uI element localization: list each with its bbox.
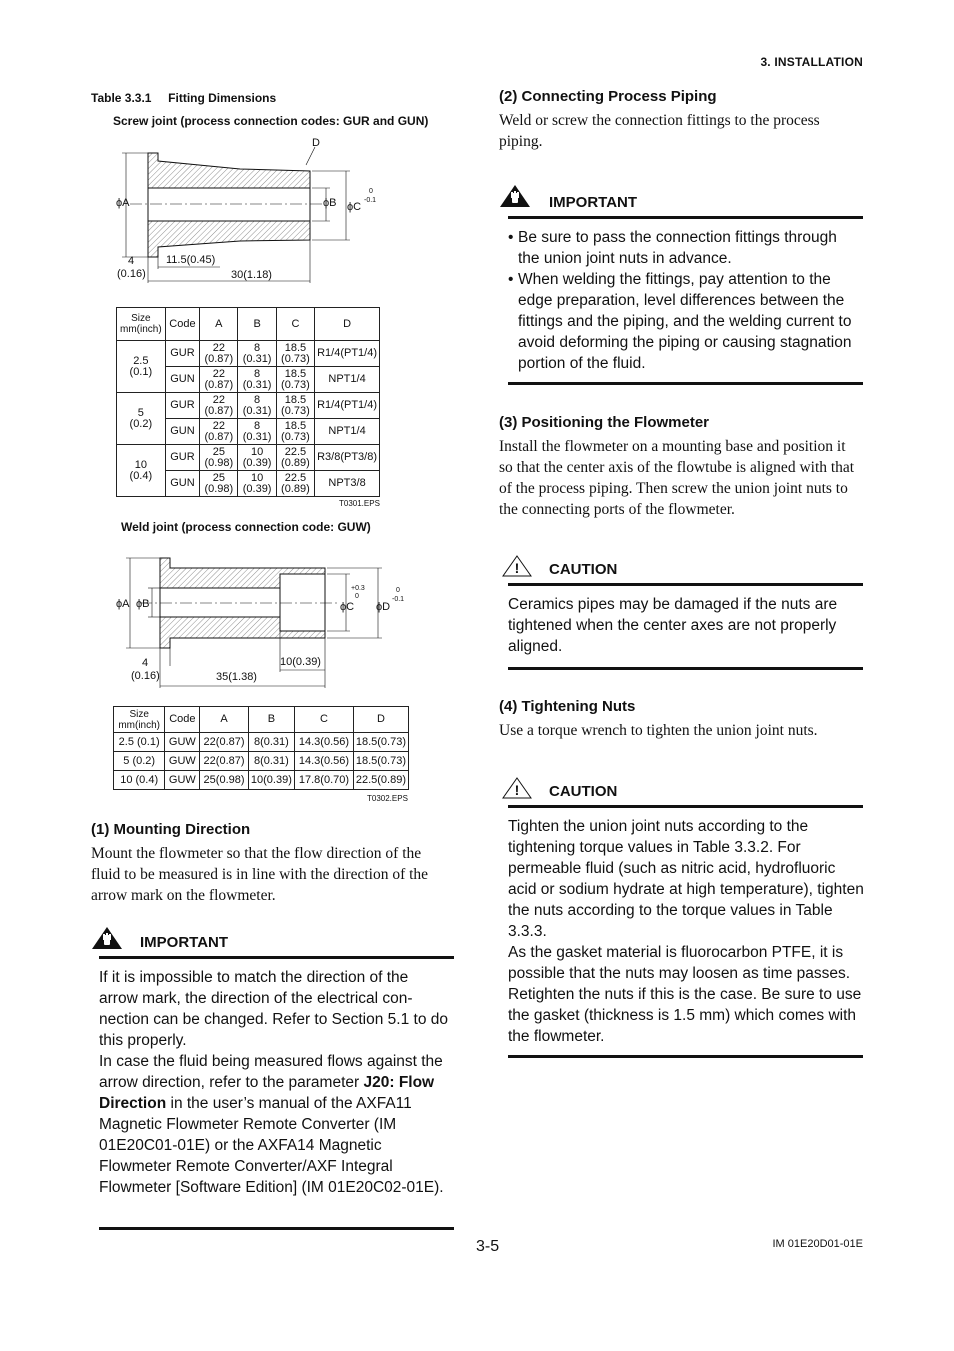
divider — [508, 216, 863, 219]
dim-phiB-label: ϕB — [323, 197, 337, 209]
dim-30-label: 30(1.18) — [231, 269, 272, 281]
weld-header-a: A — [200, 707, 248, 733]
weld-joint-table — [113, 706, 409, 790]
screw-table-file: T0301.EPS — [339, 499, 380, 508]
divider — [508, 805, 863, 808]
list-item: • Be sure to pass the connection fittings through the union joint nuts in advance. — [508, 227, 862, 269]
weld-tol-c-top: +0.3 — [351, 585, 365, 592]
weld-caption: Weld joint (process connection code: GUW) — [121, 520, 371, 534]
col-header-c: C — [276, 308, 314, 341]
weld-dim-4: 4 — [142, 657, 149, 669]
weld-tol-d-top: 0 — [396, 587, 400, 594]
weld-tol-c-bot: 0 — [355, 593, 359, 600]
svg-text:!: ! — [514, 560, 520, 576]
tol-c-bot: -0.1 — [364, 197, 377, 204]
section-1-body: Mount the flowmeter so that the flow direction of the fluid to be measured is in line with the direction of the arrow mark on the flowmeter. — [91, 845, 429, 904]
divider — [99, 1227, 454, 1230]
screw-joint-drawing — [110, 133, 410, 288]
weld-dim-4in: (0.16) — [131, 670, 160, 682]
important-label-1: IMPORTANT — [140, 934, 229, 951]
weld-header-c: C — [295, 707, 354, 733]
col-header-a: A — [200, 308, 238, 341]
divider — [508, 382, 863, 385]
caution-label-2: CAUTION — [549, 783, 618, 800]
weld-dim-phiC: ϕC — [340, 601, 355, 613]
weld-dim-phiD: ϕD — [376, 601, 391, 613]
dim-phiC-label: ϕC — [347, 201, 362, 213]
section-2-title: (2) Connecting Process Piping — [499, 88, 717, 105]
weld-dim-phiA: ϕA — [116, 598, 130, 610]
weld-table-file: T0302.EPS — [367, 794, 408, 803]
section-1-title: (1) Mounting Direction — [91, 821, 251, 838]
section-header: 3. INSTALLATION — [760, 55, 863, 69]
table-row: 5 (0.2) GUR 22 (0.87) 8 (0.31) 18.5 (0.73) R1/4(PT1/4) — [117, 393, 380, 419]
page-number: 3-5 — [476, 1238, 500, 1255]
dim-phiA-label: ϕA — [116, 197, 130, 209]
section-4-body: Use a torque wrench to tighten the union joint nuts. — [499, 722, 818, 739]
section-3-body: Install the flowmeter on a mounting base and position it so that the center axis of the flowtube is aligned with that of the process piping. Then screw the union joint nuts to the connecting ports of the flowmeter. — [499, 438, 855, 518]
table-row: 10 (0.4) GUW 25(0.98) 10(0.39) 17.8(0.70) 22.5(0.89) — [114, 771, 409, 790]
important-label-2: IMPORTANT — [549, 194, 638, 211]
weld-tol-d-bot: -0.1 — [392, 596, 405, 603]
caution-box-1: Ceramics pipes may be damaged if the nuts are tightened when the center axes are not properly aligned. — [508, 596, 838, 655]
important-box-1: If it is impossible to match the direction of the arrow mark, the direction of the electrical con-nection can be changed. Refer to Section 5.1 to do this properly. In case the fluid being measured flows against the arrow direction, refer to the parameter J20: Flow Direction in the user’s manual of the AXFA11 Magnetic Flowmeter Remote Converter (IM 01E20C01-01E) or the AXFA14 Magnetic Flowmeter Remote Converter/AXF Integral Flowmeter [Software Edition] (IM 01E20C02-01E). — [99, 969, 448, 1196]
divider — [99, 956, 454, 959]
screw-caption: Screw joint (process connection codes: GUR and GUN) — [113, 114, 429, 128]
caution-box-2: Tighten the union joint nuts according to the tightening torque values in Table 3.3.2. For permeable fluid (such as nitric acid, hydrofluoric acid or sodium hydrate at high temperature), tighten the nuts according to the torque values in Table 3.3.3. As the gasket material is fluorocarbon PTFE, it is possible that the nuts may loosen as time passes. Retighten the nuts if this is the case. Be sure to use the gasket (thickness is 1.5 mm) which comes with the flowmeter. — [508, 818, 864, 1045]
section-4-title: (4) Tightening Nuts — [499, 698, 636, 715]
dim-11-5-label: 11.5(0.45) — [166, 254, 216, 266]
caution-label-1: CAUTION — [549, 561, 618, 578]
table-title: Table 3.3.1 Fitting Dimensions — [91, 91, 277, 105]
table-row: 5 (0.2) GUW 22(0.87) 8(0.31) 14.3(0.56) 18.5(0.73) — [114, 752, 409, 771]
weld-dim-10: 10(0.39) — [280, 656, 321, 668]
weld-dim-phiB: ϕB — [136, 598, 150, 610]
list-item: • When welding the fittings, pay attention to the edge preparation, level differences between the fittings and the piping, and the welding current to avoid deforming the piping or causing stagnation portion of the fluid. — [508, 269, 862, 374]
table-row: GUN 25 (0.98) 10 (0.39) 22.5 (0.89) NPT3/8 — [117, 471, 380, 497]
svg-text:!: ! — [514, 782, 520, 798]
divider — [508, 1055, 863, 1058]
important-hand-icon — [91, 926, 123, 950]
divider — [508, 667, 863, 670]
important-hand-icon — [499, 184, 531, 208]
weld-header-d: D — [353, 707, 408, 733]
col-header-b: B — [238, 308, 276, 341]
col-header-d: D — [315, 308, 380, 341]
dim-4-label: 4 — [128, 255, 135, 267]
col-header-code: Code — [165, 308, 200, 341]
table-row: 2.5 (0.1) GUW 22(0.87) 8(0.31) 14.3(0.56) 18.5(0.73) — [114, 733, 409, 752]
table-row: GUN 22 (0.87) 8 (0.31) 18.5 (0.73) NPT1/4 — [117, 419, 380, 445]
weld-header-b: B — [248, 707, 294, 733]
caution-icon — [502, 555, 532, 577]
dim-4in-label: (0.16) — [117, 268, 146, 280]
dim-D-label: D — [312, 137, 320, 149]
doc-number: IM 01E20D01-01E — [772, 1238, 863, 1250]
screw-joint-table — [116, 307, 380, 497]
col-header-size: Size mm(inch) — [117, 308, 166, 341]
caution-icon — [502, 777, 532, 799]
divider — [508, 583, 863, 586]
section-2-body: Weld or screw the connection fittings to the process piping. — [499, 112, 820, 150]
weld-header-code: Code — [165, 707, 200, 733]
table-row: GUN 22 (0.87) 8 (0.31) 18.5 (0.73) NPT1/4 — [117, 367, 380, 393]
weld-dim-35: 35(1.38) — [216, 671, 257, 683]
important-box-2 — [508, 227, 862, 374]
table-row: 2.5 (0.1) GUR 22 (0.87) 8 (0.31) 18.5 (0.73) R1/4(PT1/4) — [117, 341, 380, 367]
weld-header-size: Size mm(inch) — [114, 707, 165, 733]
section-3-title: (3) Positioning the Flowmeter — [499, 414, 710, 431]
table-row: 10 (0.4) GUR 25 (0.98) 10 (0.39) 22.5 (0.89) R3/8(PT3/8) — [117, 445, 380, 471]
tol-c-top: 0 — [369, 188, 373, 195]
